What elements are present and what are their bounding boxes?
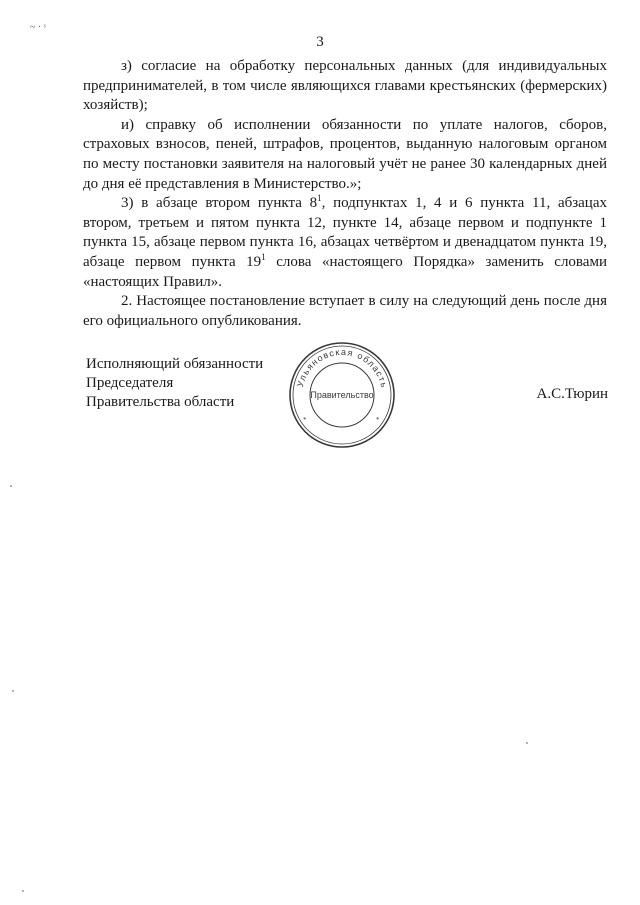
paragraph-2: 2. Настоящее постановление вступает в силу на следующий день после дня его официального опубликования. <box>83 293 607 329</box>
paragraph-i: и) справку об исполнении обязанности по уплате налогов, сборов, страховых взносов, пеней, штрафов, процентов, выданную налоговым органом по месту постановки заявителя на налоговый учёт не ранее 30 календарных дней до дня её представления в Министерство.»; <box>83 116 607 192</box>
official-seal <box>287 340 397 450</box>
scan-dot <box>22 890 24 892</box>
seal-outer-text: Ульяновская область <box>294 346 390 390</box>
signatory-name: А.С.Тюрин <box>536 386 608 402</box>
signatory-title-line: Правительства области <box>86 394 235 410</box>
scan-dot <box>10 485 12 487</box>
paragraph-3-part-a: 3) в абзаце втором пункта 8 <box>121 195 318 212</box>
seal-graphic <box>287 340 397 450</box>
superscript: 1 <box>261 251 266 262</box>
document-body <box>83 57 607 331</box>
paragraph-3 <box>83 194 607 292</box>
paragraph-3-part-b: , подпунктах 1, 4 и 6 пункта 11, абзацах втором, третьем и пятом пункта 12, пункте 14, абзаце первом и подпункте 1 пункта 15, абзаце первом пункта 16, абзацах четвёртом и двенадцатом пункта 19, абзаце первом пункта 19 <box>83 195 607 270</box>
scan-dot <box>12 690 14 692</box>
scan-artifact: ~ · ˢ <box>30 22 46 33</box>
seal-inner-text: Правительство <box>310 390 374 400</box>
page-number: 3 <box>316 34 324 50</box>
signatory-title <box>86 355 263 412</box>
paragraph-z: з) согласие на обработку персональных данных (для индивидуальных предпринимателей, в том числе являющихся главами крестьянских (фермерских) хозяйств); <box>83 58 607 114</box>
signatory-title-line: Исполняющий обязанности <box>86 356 264 372</box>
paragraph-3-part-c: слова «настоящего Порядка» заменить словами «настоящих Правил». <box>83 253 607 290</box>
superscript: 1 <box>317 193 322 204</box>
seal-star-icon: * <box>376 416 380 424</box>
seal-star-icon: * <box>303 416 307 424</box>
signatory-title-line: Председателя <box>86 375 174 391</box>
scan-dot <box>526 742 528 744</box>
